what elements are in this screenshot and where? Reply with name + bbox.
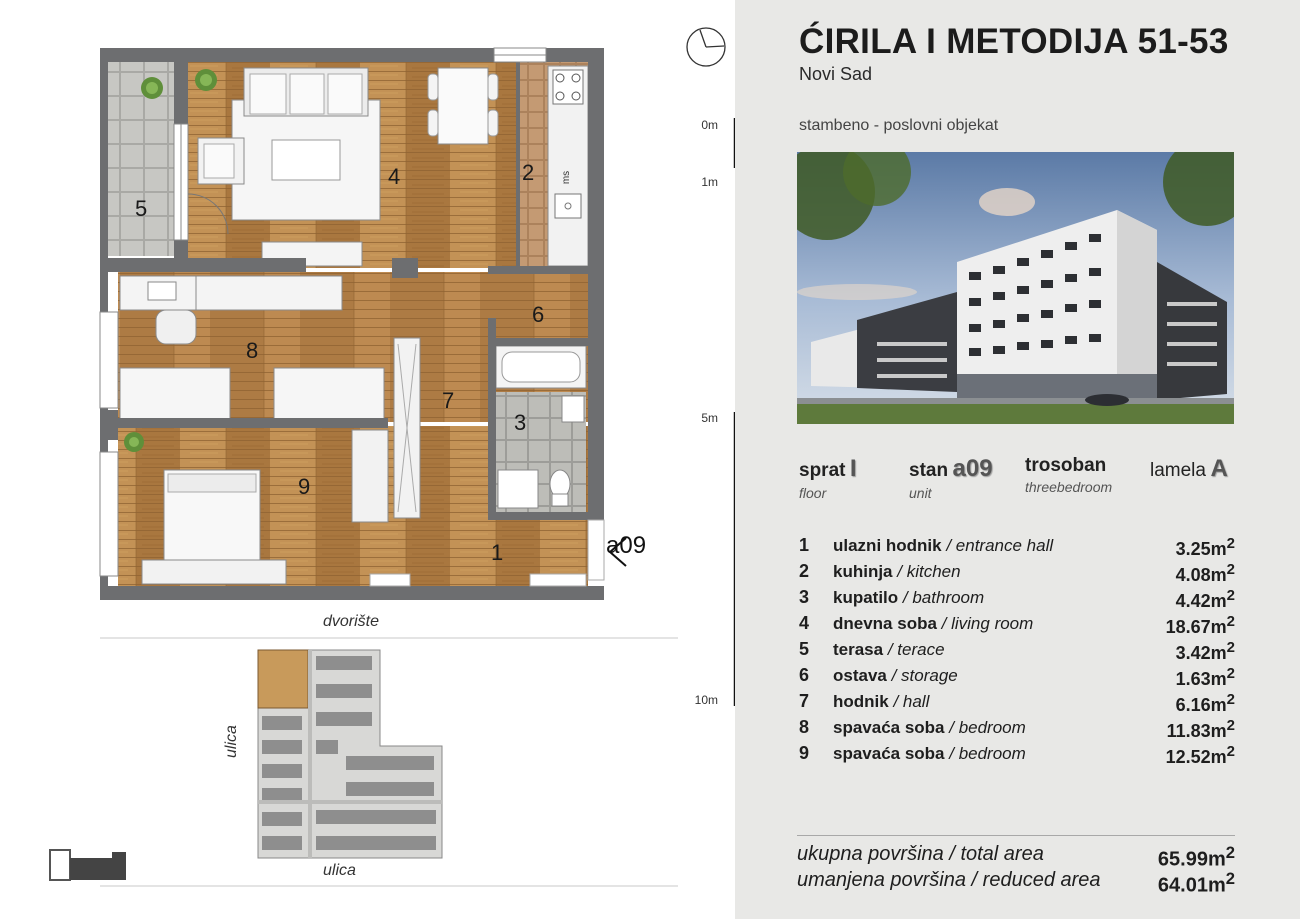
list-item [799, 611, 1235, 637]
unit-label: stan [909, 460, 949, 481]
room-name-en: / kitchen [897, 562, 961, 581]
room-name-sr: ulazni hodnik [833, 536, 942, 555]
floor-label: sprat [799, 460, 846, 481]
reduced-area-row [797, 869, 1235, 897]
room-num: 6 [799, 665, 810, 685]
floor-en: floor [799, 485, 827, 501]
total-area-value: 65.99m [1157, 848, 1226, 871]
info-panel [735, 0, 1300, 919]
room-num: 8 [799, 717, 810, 737]
plan-room-3-label: 3 [514, 410, 527, 435]
floor-info [799, 455, 857, 501]
room-area: 3.25m [1175, 539, 1227, 559]
totals-divider [797, 835, 1235, 836]
appliance-label: ms [561, 170, 573, 185]
room-area-unit: 2 [1226, 535, 1235, 552]
list-item [799, 715, 1235, 741]
terrace-floor [108, 62, 174, 256]
room-num: 2 [799, 561, 810, 581]
room-area: 12.52m [1165, 747, 1227, 767]
room-area-unit: 2 [1226, 717, 1235, 734]
room-num: 9 [799, 743, 810, 763]
room-num: 3 [799, 587, 810, 607]
room-area: 1.63m [1175, 669, 1227, 689]
room-num: 7 [799, 691, 810, 711]
floor-value: I [849, 455, 857, 482]
lamela-info [1150, 455, 1228, 483]
room-name-sr: kuhinja [833, 562, 893, 581]
room-num: 1 [799, 535, 810, 555]
unit-info [909, 455, 993, 501]
list-item [799, 663, 1235, 689]
room-area-unit: 2 [1226, 561, 1235, 578]
room-name-sr: hodnik [833, 692, 889, 711]
object-type: stambeno - poslovni objekat [799, 117, 999, 134]
room-name-en: / hall [893, 692, 930, 711]
room-name-en: / entrance hall [946, 536, 1054, 555]
scale-label-10m: 10m [694, 693, 718, 707]
unit-tag: a09 [606, 532, 647, 559]
room-area-unit: 2 [1226, 639, 1235, 656]
plan-room-4-label: 4 [388, 164, 401, 189]
plan-room-2-label: 2 [522, 160, 535, 185]
room-name-en: / bedroom [949, 744, 1026, 763]
type-info [1025, 455, 1112, 495]
plan-room-8-label: 8 [246, 338, 259, 363]
room-num: 5 [799, 639, 810, 659]
room-name-sr: spavaća soba [833, 744, 945, 763]
reduced-area-value: 64.01m [1157, 874, 1226, 897]
plan-room-6-label: 6 [532, 302, 545, 327]
lamela-value: A [1210, 455, 1228, 482]
room-name-en: / bedroom [949, 718, 1026, 737]
scale-label-0m: 0m [701, 118, 718, 132]
list-item [799, 585, 1235, 611]
type-label: trosoban [1025, 455, 1107, 476]
room-name-sr: dnevna soba [833, 614, 937, 633]
room-name-en: / storage [891, 666, 958, 685]
street-label-bottom: ulica [323, 862, 356, 879]
room-name-sr: spavaća soba [833, 718, 945, 737]
reduced-area-unit: 2 [1225, 869, 1235, 888]
page-title: ĆIRILA I METODIJA 51-53 [799, 22, 1229, 61]
list-item [799, 637, 1235, 663]
list-item [799, 741, 1235, 767]
plan-room-1-label: 1 [491, 540, 504, 565]
list-item [799, 689, 1235, 715]
unit-value: a09 [952, 455, 993, 482]
total-area-row [797, 843, 1235, 871]
room-area-unit: 2 [1226, 665, 1235, 682]
room-name-en: / bathroom [902, 588, 985, 607]
room-name-sr: terasa [833, 640, 884, 659]
room-area-unit: 2 [1226, 613, 1235, 630]
room-num: 4 [799, 613, 810, 633]
street-label-side: ulica [223, 725, 240, 758]
scale-label-5m: 5m [701, 411, 718, 425]
lamela-label: lamela [1150, 460, 1206, 481]
room-area-unit: 2 [1226, 587, 1235, 604]
building-photo [797, 152, 1234, 424]
room-area: 6.16m [1175, 695, 1227, 715]
room-name-en: / living room [941, 614, 1034, 633]
scale-label-1m: 1m [701, 175, 718, 189]
room-name-sr: ostava [833, 666, 887, 685]
room-area: 4.42m [1175, 591, 1227, 611]
room-name-en: / terace [887, 640, 945, 659]
plan-room-9-label: 9 [298, 474, 311, 499]
city-subtitle: Novi Sad [799, 64, 873, 84]
room-area: 4.08m [1175, 565, 1227, 585]
yard-label: dvorište [323, 613, 380, 630]
room-area: 11.83m [1166, 721, 1227, 741]
room-list [799, 533, 1235, 767]
list-item [799, 533, 1235, 559]
type-en: threebedroom [1025, 479, 1113, 495]
total-area-unit: 2 [1225, 843, 1235, 862]
room-area-unit: 2 [1226, 691, 1235, 708]
plan-room-7-label: 7 [442, 388, 455, 413]
reduced-area-label: umanjena površina / reduced area [797, 869, 1101, 891]
room-area: 3.42m [1175, 643, 1227, 663]
site-plan [50, 650, 442, 880]
room-area-unit: 2 [1226, 743, 1235, 760]
room-area: 18.67m [1165, 617, 1227, 637]
room-name-sr: kupatilo [833, 588, 899, 607]
total-area-label: ukupna površina / total area [797, 843, 1044, 865]
list-item [799, 559, 1235, 585]
unit-en: unit [909, 485, 932, 501]
plan-room-5-label: 5 [135, 196, 148, 221]
